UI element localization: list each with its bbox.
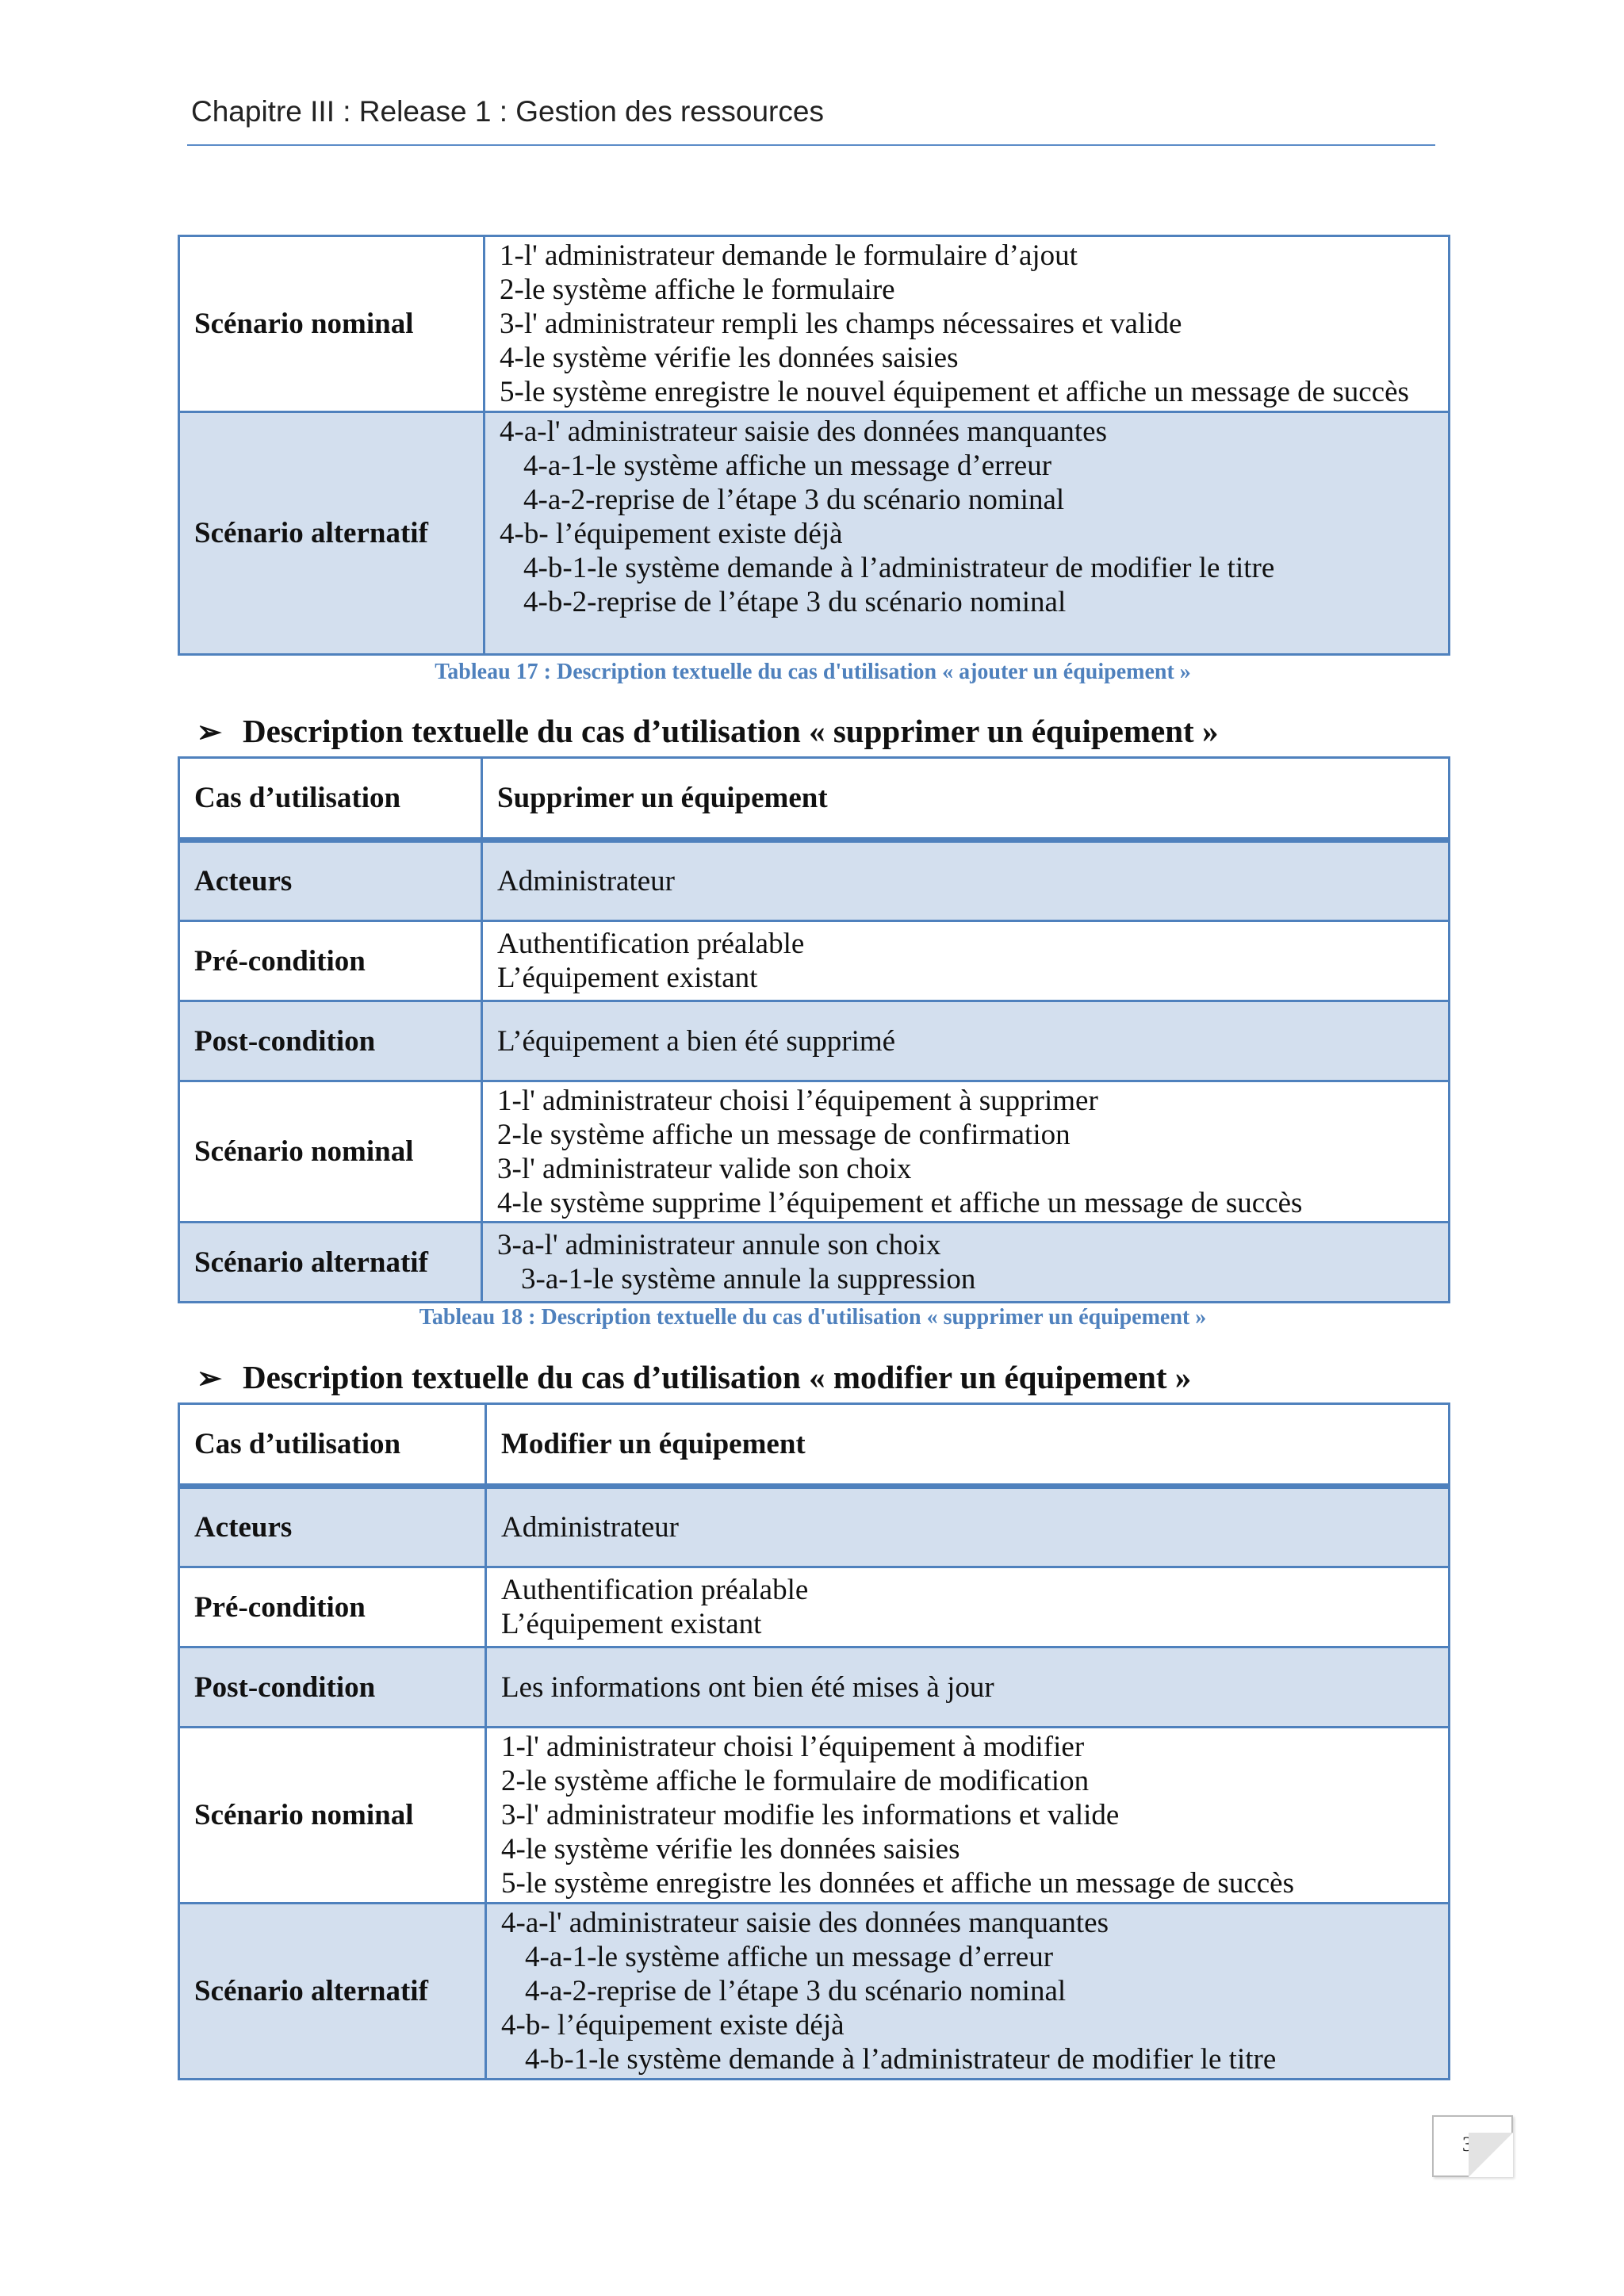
- text-line: 4-a-2-reprise de l’étape 3 du scénario nominal: [523, 484, 1065, 516]
- section-title-supprimer: [197, 712, 1218, 750]
- row-label: Scénario nominal: [179, 236, 485, 412]
- text-line: 1-l' administrateur choisi l’équipement à supprimer: [497, 1084, 1098, 1117]
- table-row-scenario-nominal: [179, 1081, 1450, 1223]
- row-content: [485, 236, 1450, 412]
- text-line: 3-a-1-le système annule la suppression: [521, 1263, 976, 1295]
- table-row-pre-condition: [179, 1567, 1450, 1647]
- table-18-caption: Tableau 18 : Description textuelle du cas d'utilisation « supprimer un équipement »: [419, 1305, 1207, 1330]
- section-title-text: Description textuelle du cas d’utilisation « supprimer un équipement »: [243, 713, 1219, 749]
- header-divider: [187, 144, 1435, 146]
- page-number-box: [1432, 2115, 1513, 2177]
- row-label: Pré-condition: [179, 1567, 486, 1647]
- text-line: 4-le système vérifie les données saisies: [501, 1833, 960, 1866]
- row-content: [482, 1223, 1450, 1303]
- table-17: [178, 235, 1450, 656]
- row-content: [482, 1081, 1450, 1223]
- row-content: Administrateur: [486, 1487, 1450, 1567]
- arrow-bullet-icon: ➢: [197, 1362, 222, 1395]
- row-label: Cas d’utilisation: [179, 1404, 486, 1487]
- row-content: [486, 1728, 1450, 1904]
- row-label: Cas d’utilisation: [179, 758, 482, 840]
- page-number: 34: [1462, 2133, 1483, 2156]
- text-line: Authentification préalable: [501, 1574, 809, 1606]
- row-label: Pré-condition: [179, 921, 482, 1001]
- table-row-cas-utilisation: [179, 758, 1450, 840]
- text-line: 1-l' administrateur choisi l’équipement à modifier: [501, 1731, 1085, 1763]
- text-line: 4-a-1-le système affiche un message d’erreur: [523, 450, 1052, 482]
- text-line: 4-le système vérifie les données saisies: [500, 342, 959, 374]
- text-line: 5-le système enregistre les données et affiche un message de succès: [501, 1867, 1294, 1900]
- text-line: 4-a-l' administrateur saisie des données manquantes: [500, 415, 1107, 448]
- text-line: 2-le système affiche le formulaire de modification: [501, 1765, 1090, 1797]
- text-line: 2-le système affiche le formulaire: [500, 274, 895, 306]
- row-label: Acteurs: [179, 1487, 486, 1567]
- row-content: L’équipement a bien été supprimé: [482, 1001, 1450, 1081]
- text-line: 3-l' administrateur valide son choix: [497, 1152, 912, 1185]
- row-content: [482, 921, 1450, 1001]
- row-label: Acteurs: [179, 840, 482, 921]
- text-line: 3-a-l' administrateur annule son choix: [497, 1229, 941, 1261]
- row-content: [485, 412, 1450, 655]
- table-row-post-condition: [179, 1001, 1450, 1081]
- row-content: [486, 1567, 1450, 1647]
- table-row-acteurs: [179, 1487, 1450, 1567]
- text-line: 4-a-2-reprise de l’étape 3 du scénario nominal: [525, 1975, 1067, 2007]
- row-label: Scénario nominal: [179, 1081, 482, 1223]
- table-19: [178, 1402, 1450, 2080]
- table-row-scenario-alternatif: [179, 1223, 1450, 1303]
- text-line: 4-b- l’équipement existe déjà: [500, 518, 843, 550]
- text-line: 4-b-2-reprise de l’étape 3 du scénario nominal: [523, 586, 1067, 618]
- page-fold-corner: [1469, 2133, 1513, 2177]
- text-line: 4-b-1-le système demande à l’administrateur de modifier le titre: [523, 552, 1275, 584]
- row-content: Administrateur: [482, 840, 1450, 921]
- table-18: [178, 756, 1450, 1303]
- table-row-scenario-alternatif: [179, 412, 1450, 655]
- text-line: L’équipement existant: [501, 1608, 762, 1640]
- page-header-title: Chapitre III : Release 1 : Gestion des ressources: [191, 95, 824, 128]
- text-line: 3-l' administrateur modifie les informations et valide: [501, 1799, 1120, 1831]
- row-content: Modifier un équipement: [486, 1404, 1450, 1487]
- table-row-scenario-nominal: [179, 1728, 1450, 1904]
- arrow-bullet-icon: ➢: [197, 716, 222, 749]
- table-17-caption: Tableau 17 : Description textuelle du cas d'utilisation « ajouter un équipement »: [435, 660, 1191, 684]
- row-label: Post-condition: [179, 1647, 486, 1728]
- section-title-text: Description textuelle du cas d’utilisation « modifier un équipement »: [243, 1359, 1192, 1395]
- text-line: 1-l' administrateur demande le formulaire d’ajout: [500, 239, 1078, 272]
- text-line: 2-le système affiche un message de confirmation: [497, 1118, 1071, 1151]
- section-title-modifier: [197, 1358, 1191, 1396]
- row-content: Supprimer un équipement: [482, 758, 1450, 840]
- text-line: L’équipement existant: [497, 962, 758, 994]
- text-line: 4-a-l' administrateur saisie des données manquantes: [501, 1907, 1109, 1939]
- row-label: Scénario alternatif: [179, 1904, 486, 2080]
- text-line: Authentification préalable: [497, 928, 805, 960]
- row-label: Scénario nominal: [179, 1728, 486, 1904]
- table-row-scenario-nominal: [179, 236, 1450, 412]
- text-line: 4-le système supprime l’équipement et affiche un message de succès: [497, 1186, 1303, 1219]
- row-content: Les informations ont bien été mises à jour: [486, 1647, 1450, 1728]
- row-label: Scénario alternatif: [179, 1223, 482, 1303]
- text-line: 3-l' administrateur rempli les champs nécessaires et valide: [500, 308, 1182, 340]
- table-row-cas-utilisation: [179, 1404, 1450, 1487]
- table-row-pre-condition: [179, 921, 1450, 1001]
- row-label: Scénario alternatif: [179, 412, 485, 655]
- table-row-acteurs: [179, 840, 1450, 921]
- text-line: 4-b-1-le système demande à l’administrateur de modifier le titre: [525, 2043, 1277, 2076]
- table-row-post-condition: [179, 1647, 1450, 1728]
- text-line: 4-a-1-le système affiche un message d’erreur: [525, 1941, 1054, 1973]
- row-label: Post-condition: [179, 1001, 482, 1081]
- text-line: 5-le système enregistre le nouvel équipement et affiche un message de succès: [500, 376, 1409, 408]
- text-line: 4-b- l’équipement existe déjà: [501, 2009, 845, 2042]
- row-content: [486, 1904, 1450, 2080]
- table-row-scenario-alternatif: [179, 1904, 1450, 2080]
